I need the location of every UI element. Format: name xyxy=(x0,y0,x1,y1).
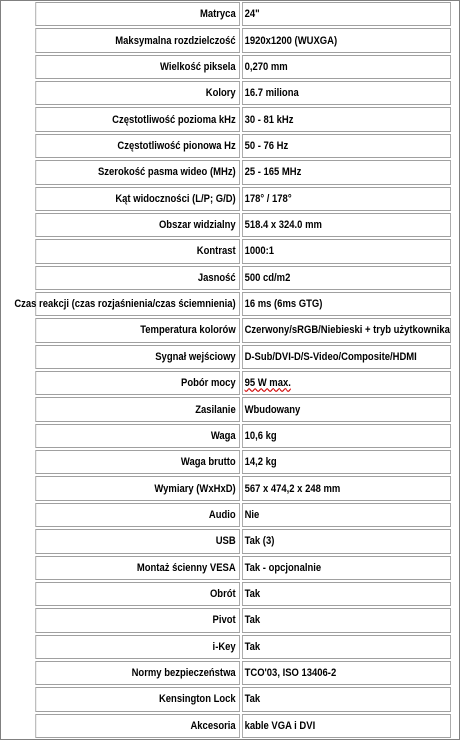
spec-value-input-signal: D-Sub/DVI-D/S-Video/Composite/HDMI xyxy=(242,345,451,369)
spec-label-horizontal-frequency: Częstotliwość pozioma kHz xyxy=(35,107,240,131)
spec-label-power-supply: Zasilanie xyxy=(35,397,240,421)
spec-label-dimensions: Wymiary (WxHxD) xyxy=(35,476,240,500)
spec-label-video-bandwidth: Szerokość pasma wideo (MHz) xyxy=(35,160,240,184)
spec-value-visible-area: 518.4 x 324.0 mm xyxy=(242,213,451,237)
spec-value-safety-standards: TCO'03, ISO 13406-2 xyxy=(242,661,451,685)
spec-value-video-bandwidth: 25 - 165 MHz xyxy=(242,160,451,184)
spec-value-contrast: 1000:1 xyxy=(242,239,451,263)
spec-value-color-temperature: Czerwony/sRGB/Niebieski + tryb użytkownika xyxy=(242,318,451,342)
spec-value-gross-weight: 14,2 kg xyxy=(242,450,451,474)
spec-value-matryca: 24" xyxy=(242,2,451,26)
spec-label-color-temperature: Temperatura kolorów xyxy=(35,318,240,342)
spec-value-response-time: 16 ms (6ms GTG) xyxy=(242,292,451,316)
spec-label-weight: Waga xyxy=(35,424,240,448)
spec-value-i-key: Tak xyxy=(242,635,451,659)
spec-label-colors: Kolory xyxy=(35,81,240,105)
spec-label-contrast: Kontrast xyxy=(35,239,240,263)
spec-value-weight: 10,6 kg xyxy=(242,424,451,448)
spec-value-dimensions: 567 x 474,2 x 248 mm xyxy=(242,476,451,500)
spec-label-pivot: Pivot xyxy=(35,608,240,632)
spec-label-kensington-lock: Kensington Lock xyxy=(35,687,240,711)
spec-value-horizontal-frequency: 30 - 81 kHz xyxy=(242,107,451,131)
spec-label-vesa-mount: Montaż ścienny VESA xyxy=(35,556,240,580)
spec-value-brightness: 500 cd/m2 xyxy=(242,266,451,290)
spec-label-safety-standards: Normy bezpieczeństwa xyxy=(35,661,240,685)
spec-label-input-signal: Sygnał wejściowy xyxy=(35,345,240,369)
spec-value-max-resolution: 1920x1200 (WUXGA) xyxy=(242,28,451,52)
spec-label-max-resolution: Maksymalna rozdzielczość xyxy=(35,28,240,52)
spec-label-response-time: Czas reakcji (czas rozjaśnienia/czas ściemnienia) xyxy=(35,292,240,316)
spec-label-visible-area: Obszar widzialny xyxy=(35,213,240,237)
spec-label-brightness: Jasność xyxy=(35,266,240,290)
spec-value-vertical-frequency: 50 - 76 Hz xyxy=(242,134,451,158)
spec-label-i-key: i-Key xyxy=(35,635,240,659)
spec-value-power-supply: Wbudowany xyxy=(242,397,451,421)
spec-label-usb: USB xyxy=(35,529,240,553)
spec-value-pixel-size: 0,270 mm xyxy=(242,55,451,79)
spec-label-power-consumption: Pobór mocy xyxy=(35,371,240,395)
spec-label-matryca: Matryca xyxy=(35,2,240,26)
spec-label-vertical-frequency: Częstotliwość pionowa Hz xyxy=(35,134,240,158)
spec-label-accessories: Akcesoria xyxy=(35,714,240,738)
spec-value-audio: Nie xyxy=(242,503,451,527)
spec-label-audio: Audio xyxy=(35,503,240,527)
spec-value-kensington-lock: Tak xyxy=(242,687,451,711)
spec-label-pixel-size: Wielkość piksela xyxy=(35,55,240,79)
spec-label-viewing-angle: Kąt widoczności (L/P; G/D) xyxy=(35,187,240,211)
spec-value-colors: 16.7 miliona xyxy=(242,81,451,105)
spec-value-accessories: kable VGA i DVI xyxy=(242,714,451,738)
spec-value-vesa-mount: Tak - opcjonalnie xyxy=(242,556,451,580)
spec-label-swivel: Obrót xyxy=(35,582,240,606)
spec-label-gross-weight: Waga brutto xyxy=(35,450,240,474)
spec-value-pivot: Tak xyxy=(242,608,451,632)
spec-value-viewing-angle: 178° / 178° xyxy=(242,187,451,211)
spec-value-usb: Tak (3) xyxy=(242,529,451,553)
spec-value-power-consumption xyxy=(242,371,451,395)
spec-value-power-consumption-text: 95 W max. xyxy=(244,377,291,390)
spec-value-swivel: Tak xyxy=(242,582,451,606)
